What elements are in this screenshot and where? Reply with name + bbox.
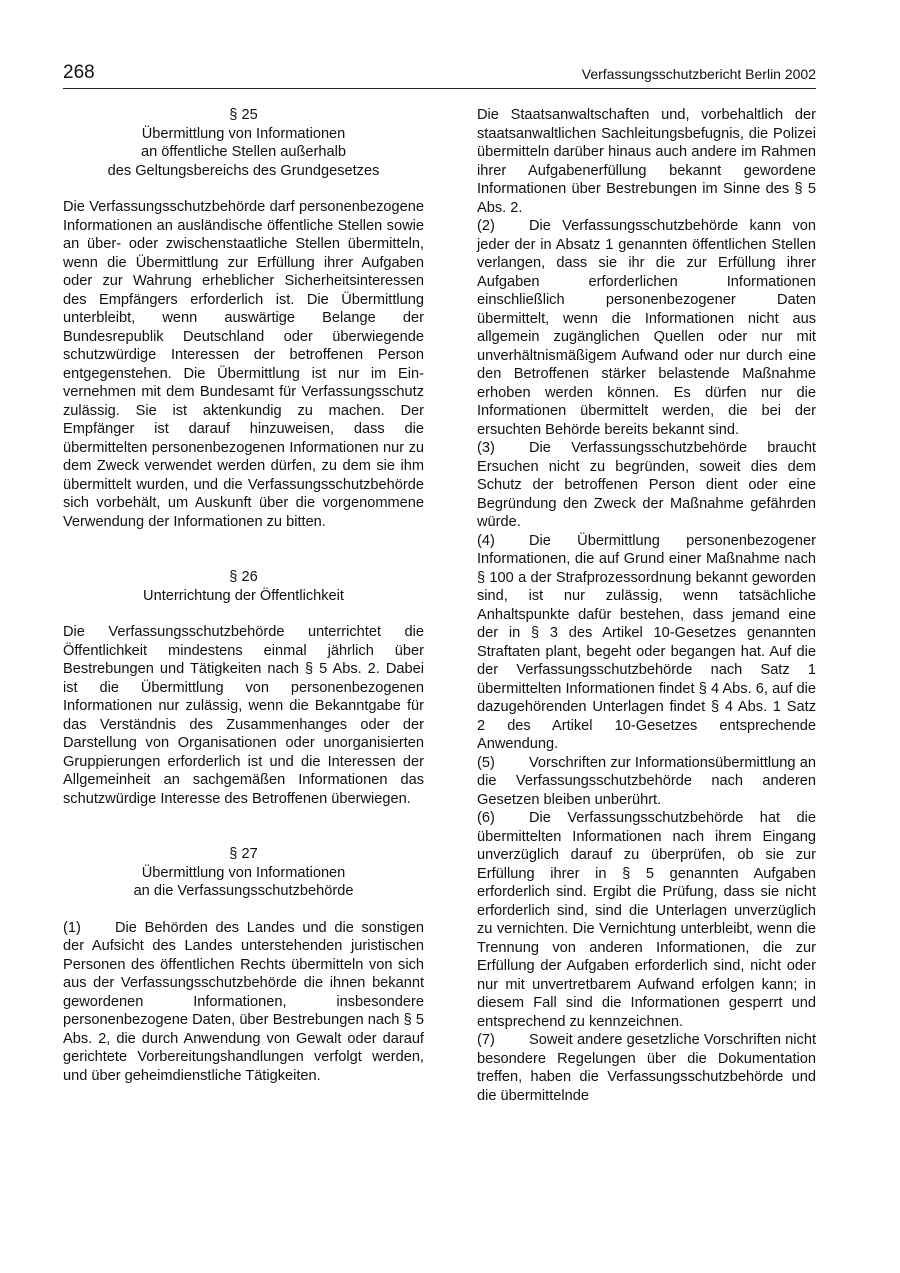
left-column <box>63 106 424 1085</box>
paragraph-number: (6) <box>477 810 495 826</box>
section-number: § 27 <box>229 846 258 862</box>
section-number: § 25 <box>229 107 258 123</box>
paragraph-number: (7) <box>477 1032 495 1048</box>
section-26-heading <box>63 568 424 605</box>
right-column <box>477 106 816 1105</box>
paragraph-number: (5) <box>477 754 495 771</box>
section-27-paragraph-4 <box>477 532 816 754</box>
section-27-paragraph-3 <box>477 439 816 532</box>
page-header <box>63 62 816 89</box>
section-27-paragraph-1-continued: Die Staatsanwaltschaften und, vorbehaltlich der staatsanwaltlichen Sachleitungsbefugnis, die Polizei übermitteln darüber hinaus auch andere im Rahmen ihrer Aufgabenerfüllung bekannt gewordene Informationen über Bestrebungen im Sinne des § 5 Abs. 2. <box>477 107 816 216</box>
paragraph-number: (1) <box>63 919 81 936</box>
paragraph-text: Die Behörden des Landes und die sonstigen der Aufsicht des Landes unterstehenden juristischen Personen des öffentlichen Rechts übermitteln von sich aus der Verfassungsschutzbehörde die ihnen bekannt gewordenen Informationen, insbesondere personenbezogene Daten, über Bestrebungen nach § 5 Abs. 2, die durch Anwendung von Gewalt oder darauf gerichtete Vorbereitungshandlungen verfolgt werden, und über geheimdienstliche Tätigkeiten. <box>63 919 424 1084</box>
section-title-line: Unterrichtung der Öffentlichkeit <box>143 587 344 604</box>
section-25-heading <box>63 106 424 180</box>
section-27-heading <box>63 845 424 901</box>
paragraph-number: (4) <box>477 532 495 549</box>
section-27-paragraph-2 <box>477 217 816 439</box>
paragraph-text: Die Verfassungsschutzbehörde kann von jeder der in Absatz 1 genannten öffentlichen Stellen verlangen, dass sie ihr die zur Erfüllung ihrer Aufgaben erforderlichen Informationen einschließlich personenbezogener Daten übermittelt, wenn die Informationen nicht aus allgemein zugänglichen Quellen oder nur mit unverhältnismäßigem Aufwand oder nur durch eine den Betroffenen stärker belastende Maßnahme erhoben werden können. Es dürfen nur die Informationen übermittelt werden, die bei der ersuchten Behörde bereits bekannt sind. <box>477 218 816 438</box>
section-27-paragraph-1 <box>63 919 424 1086</box>
page-number: 268 <box>63 62 95 83</box>
paragraph-text: Die Übermittlung personenbezogener Informationen, die auf Grund einer Maßnahme nach § 100 a der Strafprozessordnung bekannt geworden sind, ist nur zulässig, wenn tatsächliche Anhaltspunkte dafür bestehen, dass jemand eine der in § 3 des Artikel 10-Gesetzes genannten Straftaten plant, begeht oder begangen hat. Auf die der Verfassungsschutzbehörde nach Satz 1 übermittelten Informationen findet § 4 Abs. 6, auf die dazugehörenden Unterlagen findet § 4 Abs. 1 Satz 2 des Artikel 10-Gesetzes entsprechende Anwendung. <box>477 532 816 752</box>
paragraph-text: Soweit andere gesetzliche Vorschriften nicht besondere Regelungen über die Dokumentation treffen, haben die Verfassungsschutzbehörde und die übermittelnde <box>477 1032 816 1104</box>
section-27-paragraph-5 <box>477 754 816 810</box>
section-25-body: Die Verfassungsschutzbehörde darf personenbezogene Informationen an ausländische öffentliche Stellen sowie an über- oder zwischenstaatliche Stellen übermitteln, wenn die Übermittlung zur Erfüllung ihrer Aufgaben oder zur Wahrung erheblicher Sicherheitsinteressen des Empfängers erforderlich ist. Die Übermittlung unterbleibt, wenn auswärtige Belange der Bundesrepublik Deutschland oder überwiegende schutzwürdige Interessen der betroffenen Person entgegenstehen. Die Übermittlung ist nur im Einvernehmen mit dem Bundesamt für Verfassungsschutz zulässig. Sie ist aktenkundig zu machen. Der Empfänger ist darauf hinzuweisen, dass die übermittelten personenbezogenen Informationen nur zu dem Zweck verwendet werden dürfen, zu dem sie ihm übermittelt wurden, und die Verfassungsschutzbehörde sich vorbehält, um Auskunft über die vorgenommene Verwendung der Informationen zu bitten. <box>63 199 424 530</box>
paragraph-number: (3) <box>477 440 495 456</box>
paragraph-number: (2) <box>477 218 495 234</box>
paragraph-text: Vorschriften zur Informationsübermittlung an die Verfassungsschutzbehörde nach anderen Gesetzen bleiben unberührt. <box>477 754 816 808</box>
section-title-line: des Geltungsbereichs des Grundgesetzes <box>107 162 380 179</box>
section-title-line: an die Verfassungsschutzbehörde <box>133 883 354 899</box>
section-27-paragraph-7 <box>477 1031 816 1105</box>
running-title: Verfassungsschutzbericht Berlin 2002 <box>581 66 816 82</box>
section-title-line: Übermittlung von Informationen <box>141 864 346 881</box>
section-title-line: Übermittlung von Informationen <box>141 125 346 142</box>
section-26-body: Die Verfassungsschutzbehörde unterrichtet die Öffentlichkeit mindestens einmal jährlich über Bestrebungen und Tätigkeiten nach § 5 Abs. 2. Dabei ist die Übermittlung von personenbezogenen Informationen nur zulässig, wenn die Bekanntgabe für das Verständnis des Zusammenhanges oder der Darstellung von Organisationen oder unorganisierten Gruppierungen erforderlich ist und die Interessen der Allgemeinheit an sachgemäßen Informationen das schutzwürdige Interesse des Betroffenen überwiegen. <box>63 624 424 807</box>
section-27-paragraph-6 <box>477 809 816 1031</box>
paragraph-text: Die Verfassungsschutzbehörde hat die übermittelten Informationen nach ihrem Eingang unverzüglich darauf zu überprüfen, ob sie zur Erfüllung ihrer in § 5 genannten Aufgaben erforderlich sind. Ergibt die Prüfung, dass sie nicht erforderlich sind, sind die Unterlagen unverzüglich zu vernichten. Die Vernichtung unterbleibt, wenn die Trennung von anderen Informationen, die zur Erfüllung der Aufgaben erforderlich sind, nicht oder nur mit unvertretbarem Aufwand erfolgen kann; in diesem Fall sind die Informationen gesperrt und entsprechend zu kennzeichnen. <box>477 810 816 1030</box>
paragraph-text: Die Verfassungsschutzbehörde braucht Ersuchen nicht zu begründen, soweit dies dem Schutz der betroffenen Person dient oder eine Begründung den Zweck der Maßnahme gefährden würde. <box>477 440 816 530</box>
section-title-line: an öffentliche Stellen außerhalb <box>141 144 346 160</box>
section-number: § 26 <box>229 569 258 585</box>
